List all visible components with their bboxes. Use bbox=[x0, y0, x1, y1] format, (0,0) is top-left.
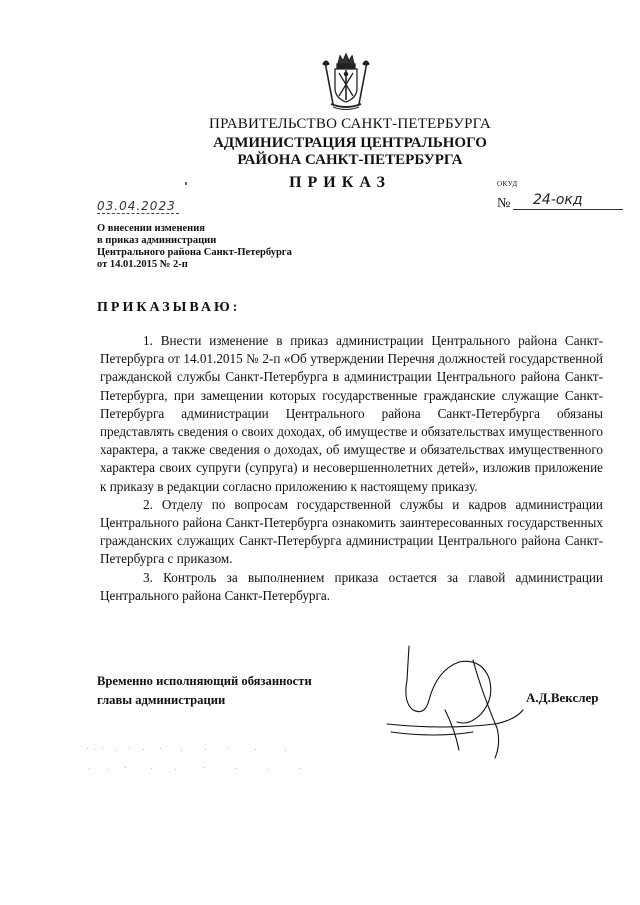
document-body bbox=[100, 332, 603, 605]
subject-line: Центрального района Санкт-Петербурга bbox=[97, 247, 292, 258]
government-title: ПРАВИТЕЛЬСТВО САНКТ-ПЕТЕРБУРГА bbox=[209, 116, 491, 132]
signatory-title-line: главы администрации bbox=[97, 693, 226, 707]
subject-line: О внесении изменения bbox=[97, 223, 205, 234]
paragraph: 3. Контроль за выполнением приказа остается за главой администрации Центрального района Санкт-Петербурга. bbox=[100, 569, 603, 603]
document-type-title: ПРИКАЗ bbox=[289, 174, 391, 191]
administration-title-line2: РАЙОНА САНКТ-ПЕТЕРБУРГА bbox=[237, 152, 463, 168]
document-subject bbox=[97, 223, 292, 271]
paragraph: 1. Внести изменение в приказ администрации Центрального района Санкт-Петербурга от 14.01.2015 № 2-п «Об утверждении Перечня должностей государственной гражданской службы Санкт-Петербурга в администрации Центрального района Санкт-Петербурга, при замещении которых государственные гражданские служащие Санкт-Петербурга администрации Центрального района Санкт-Петербурга обязаны представлять сведения о своих доходах, об имуществе и обязательствах имущественного характера, а также сведения о доходах, об имуществе и обязательствах имущественного характера своих супруги (супруга) и несовершеннолетних детей», изложив приложение к приказу в редакции согласно приложению к настоящему приказу. bbox=[100, 333, 603, 494]
signatory-name: А.Д.Векслер bbox=[526, 690, 599, 705]
scan-mark bbox=[185, 182, 187, 185]
administration-title-line1: АДМИНИСТРАЦИЯ ЦЕНТРАЛЬНОГО bbox=[213, 135, 487, 151]
subject-line: в приказ администрации bbox=[97, 235, 217, 246]
subject-line: от 14.01.2015 № 2-п bbox=[97, 259, 188, 270]
number-label: № bbox=[497, 196, 511, 211]
document-number: 24-окд bbox=[513, 191, 623, 210]
paragraph: 2. Отделу по вопросам государственной службы и кадров администрации Центрального района Санкт-Петербурга ознакомить заинтересованных государственных гражданских служащих Санкт-Петербурга администрации Центрального района Санкт-Петербурга с приказом. bbox=[100, 496, 603, 567]
orders-heading: ПРИКАЗЫВАЮ: bbox=[97, 300, 241, 315]
coat-of-arms-emblem bbox=[319, 52, 373, 112]
signatory-title-line: Временно исполняющий обязанности bbox=[97, 674, 312, 688]
document-date: 03.04.2023 bbox=[97, 199, 179, 214]
okud-label: ОКУД bbox=[497, 180, 518, 188]
signatory-title bbox=[97, 672, 312, 710]
scan-noise bbox=[85, 740, 415, 780]
